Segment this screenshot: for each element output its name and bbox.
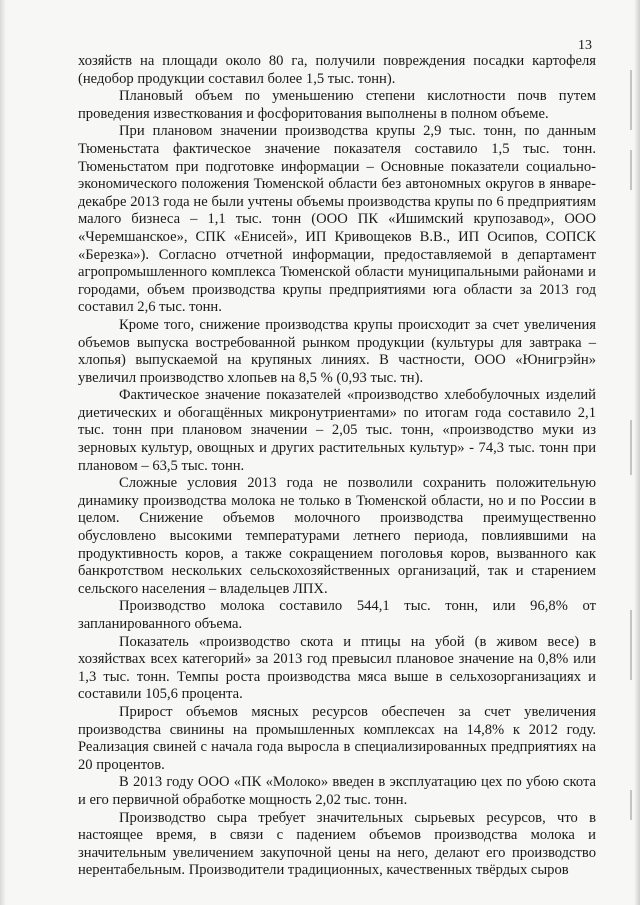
paragraph: Фактическое значение показателей «производство хлебобулочных изделий диетических и обогащённых микронутриентами» по итогам года составило 2,1 тыс. тонн при плановом значении – 2,05 тыс. тонн, «производство муки из зерновых культур, овощных и других растительных культур» - 74,3 тыс. тонн при плановом – 63,5 тыс. тонн.: [78, 387, 596, 474]
scan-artifact: [630, 790, 632, 820]
paragraph: хозяйств на площади около 80 га, получили повреждения посадки картофеля (недобор продукции составил более 1,5 тыс. тонн).: [78, 53, 596, 87]
document-body: [78, 53, 596, 880]
paragraph: При плановом значении производства крупы 2,9 тыс. тонн, по данным Тюменьстата фактическое значение показателя составило 1,5 тыс. тонн. Тюменьстатом при подготовке информации – Основные показатели социально-экономического положения Тюменской области без автономных округов в январе-декабре 2013 года не были учтены объемы производства крупы по 6 предприятиям малого бизнеса – 1,1 тыс. тонн (ООО ПК «Ишимский крупозавод», ООО «Черемшанское», СПК «Енисей», ИП Кривощеков В.В., ИП Осипов, СОПСК «Березка»). Согласно отчетной информации, предоставляемой в департамент агропромышленного комплекса Тюменской области муниципальными районами и городами, объем производства крупы предприятиями юга области за 2013 год составил 2,6 тыс. тонн.: [78, 123, 596, 316]
scan-artifact: [630, 610, 632, 680]
paragraph: Производство молока составило 544,1 тыс. тонн, или 96,8% от запланированного объема.: [78, 598, 596, 632]
paragraph: Сложные условия 2013 года не позволили сохранить положительную динамику производства молока не только в Тюменской области, но и по России в целом. Снижение объемов молочного производства преимущественно обусловлено высокими температурами летнего периода, повлиявшими на продуктивность коров, а также сокращением поголовья коров, вызванного как банкротством нескольких сельскохозяйственных организаций, так и старением сельского населения – владельцев ЛПХ.: [78, 475, 596, 597]
paragraph: Плановый объем по уменьшению степени кислотности почв путем проведения известкования и фосфоритования выполнены в полном объеме.: [78, 88, 596, 122]
paragraph: В 2013 году ООО «ПК «Молоко» введен в эксплуатацию цех по убою скота и его первичной обработке мощность 2,02 тыс. тонн.: [78, 774, 596, 808]
paragraph: Кроме того, снижение производства крупы происходит за счет увеличения объемов выпуска востребованной рынком продукции (культуры для завтрака – хлопья) выпускаемой на крупяных линиях. В частности, ООО «Юнигрэйн» увеличил производство хлопьев на 8,5 % (0,93 тыс. тн).: [78, 316, 596, 386]
paragraph: Производство сыра требует значительных сырьевых ресурсов, что в настоящее время, в связи с падением объемов производства молока и значительным увеличением закупочной цены на него, делают его производство нерентабельным. Производители традиционных, качественных твёрдых сыров: [78, 809, 596, 879]
page-number: 13: [578, 38, 592, 53]
scan-left-edge: [0, 0, 6, 905]
paragraph: Показатель «производство скота и птицы на убой (в живом весе) в хозяйствах всех категорий» за 2013 год превысил плановое значение на 0,8% или 1,3 тыс. тонн. Темпы роста производства мяса выше в сельхозорганизациях и составили 105,6 процента.: [78, 633, 596, 703]
paragraph: Прирост объемов мясных ресурсов обеспечен за счет увеличения производства свинины на промышленных комплексах на 14,8% к 2012 году. Реализация свиней с начала года выросла в специализированных предприятиях на 20 процентов.: [78, 703, 596, 773]
scan-artifact: [630, 70, 632, 130]
scan-right-edge: [634, 0, 640, 905]
scan-artifact: [630, 150, 632, 190]
scan-artifact: [630, 420, 632, 475]
